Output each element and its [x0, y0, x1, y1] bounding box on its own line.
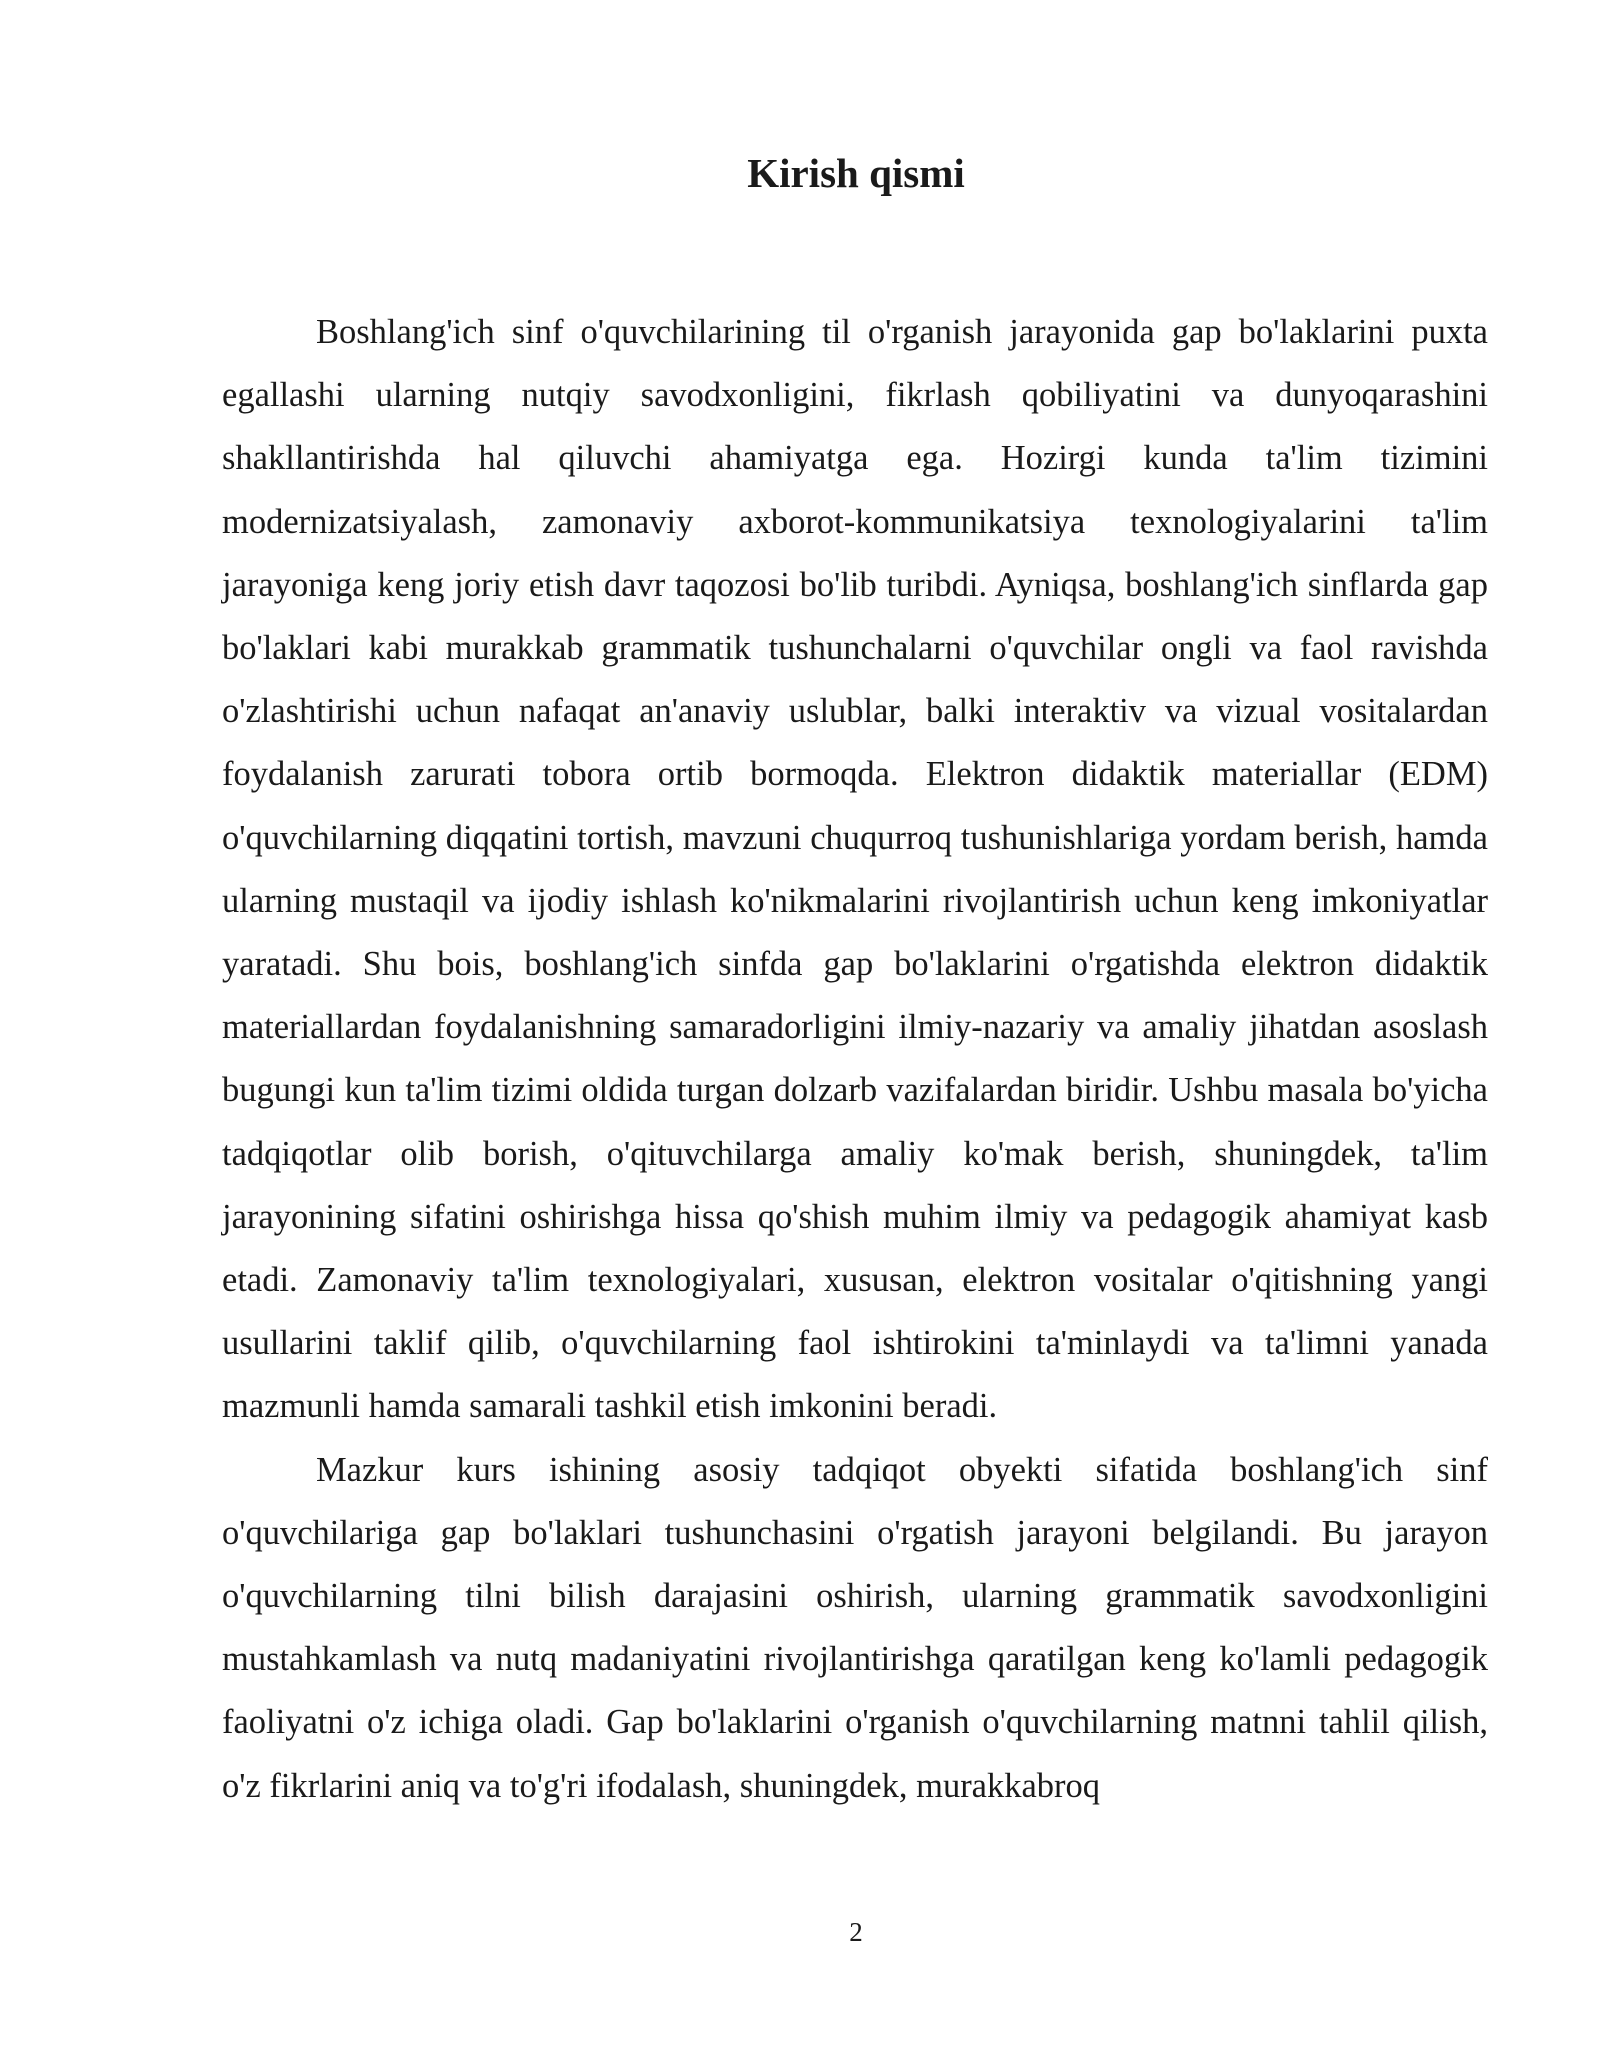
- paragraph-1: Boshlang'ich sinf o'quvchilarining til o'rganish jarayonida gap bo'laklarini puxta egallashi ularning nutqiy savodxonligini, fikrlash qobiliyatini va dunyoqarashini shakllantirishda hal qiluvchi ahamiyatga ega. Hozirgi kunda ta'lim tizimini modernizatsiyalash, zamonaviy axborot-kommunikatsiya texnologiyalarini ta'lim jarayoniga keng joriy etish davr taqozosi bo'lib turibdi. Ayniqsa, boshlang'ich sinflarda gap bo'laklari kabi murakkab grammatik tushunchalarni o'quvchilar ongli va faol ravishda o'zlashtirishi uchun nafaqat an'anaviy uslublar, balki interaktiv va vizual vositalardan foydalanish zarurati tobora ortib bormoqda. Elektron didaktik materiallar (EDM) o'quvchilarning diqqatini tortish, mavzuni chuqurroq tushunishlariga yordam berish, hamda ularning mustaqil va ijodiy ishlash ko'nikmalarini rivojlantirish uchun keng imkoniyatlar yaratadi. Shu bois, boshlang'ich sinfda gap bo'laklarini o'rgatishda elektron didaktik materiallardan foydalanishning samaradorligini ilmiy-nazariy va amaliy jihatdan asoslash bugungi kun ta'lim tizimi oldida turgan dolzarb vazifalardan biridir. Ushbu masala bo'yicha tadqiqotlar olib borish, o'qituvchilarga amaliy ko'mak berish, shuningdek, ta'lim jarayonining sifatini oshirishga hissa qo'shish muhim ilmiy va pedagogik ahamiyat kasb etadi. Zamonaviy ta'lim texnologiyalari, xususan, elektron vositalar o'qitishning yangi usullarini taklif qilib, o'quvchilarning faol ishtirokini ta'minlaydi va ta'limni yanada mazmunli hamda samarali tashkil etish imkonini beradi.: [222, 313, 1488, 1426]
- body-text: [222, 301, 1488, 1818]
- paragraph-2: Mazkur kurs ishining asosiy tadqiqot obyekti sifatida boshlang'ich sinf o'quvchilariga gap bo'laklari tushunchasini o'rgatish jarayoni belgilandi. Bu jarayon o'quvchilarning tilni bilish darajasini oshirish, ularning grammatik savodxonligini mustahkamlash va nutq madaniyatini rivojlantirishga qaratilgan keng ko'lamli pedagogik faoliyatni o'z ichiga oladi. Gap bo'laklarini o'rganish o'quvchilarning matnni tahlil qilish, o'z fikrlarini aniq va to'g'ri ifodalash, shuningdek, murakkabroq: [222, 1450, 1488, 1805]
- page-title: Kirish qismi: [747, 150, 965, 196]
- page-number: 2: [849, 1917, 863, 1947]
